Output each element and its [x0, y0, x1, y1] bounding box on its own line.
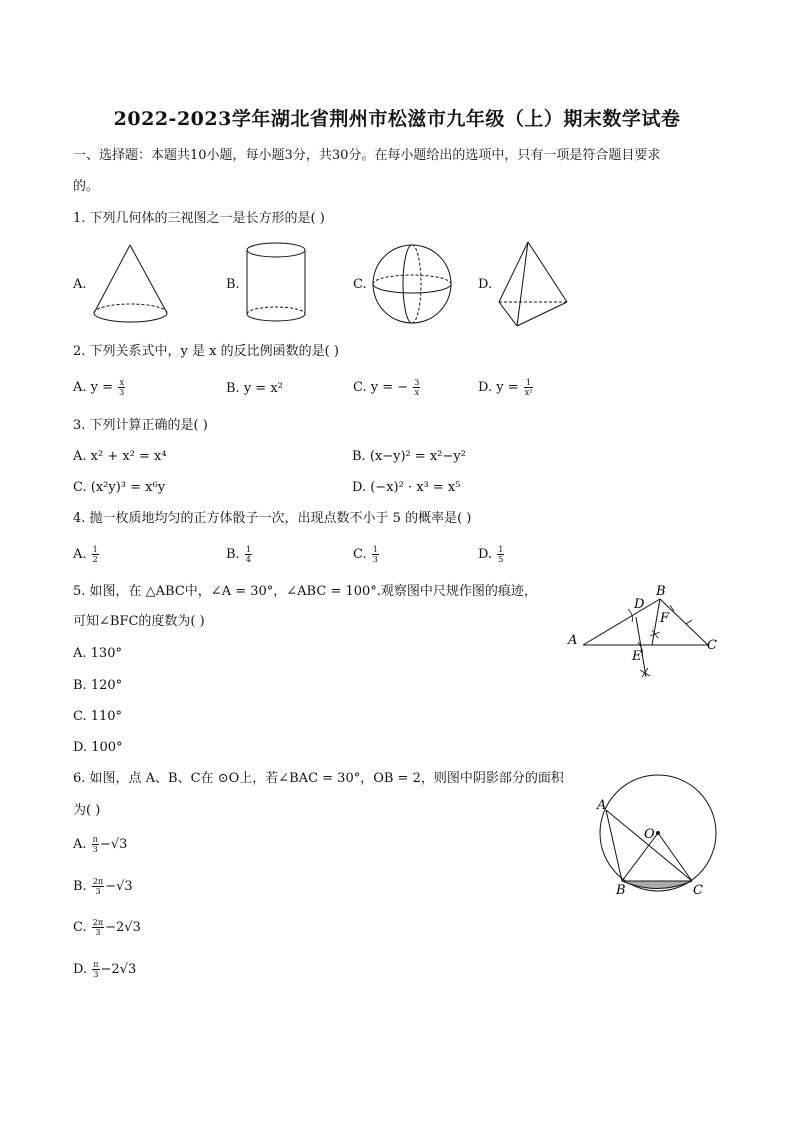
q4-option-a: A. $\frac{1}{2}$ — [73, 545, 98, 564]
cone-figure — [90, 243, 170, 325]
q3-option-b: B. (x−y)² = x²−y² — [352, 449, 466, 464]
section-heading-line1: 一、选择题：本题共10小题，每小题3分，共30分。在每小题给出的选项中，只有一项是符合题目要求 — [73, 148, 661, 163]
q1-option-b: B. — [226, 277, 240, 292]
label-c: C — [693, 883, 703, 898]
label-d: D — [634, 597, 645, 612]
q5-option-d: D. 100° — [73, 740, 123, 755]
q1-option-c: C. — [353, 277, 367, 292]
q6-stem-line1: 6. 如图，点 A、B、C在 ⊙O上，若∠BAC = 30°，OB = 2，则图中阴影部分的面积 — [73, 771, 564, 786]
pyramid-figure — [495, 240, 573, 330]
q2-option-a: A. y = $\frac{x}{3}$ — [73, 378, 125, 397]
q1-stem: 1. 下列几何体的三视图之一是长方形的是( ) — [73, 211, 325, 226]
label-e: E — [632, 649, 642, 664]
q5-stem-line2: 可知∠BFC的度数为( ) — [73, 614, 205, 629]
q6-option-b: B. $\frac{2\pi}{3}$ −√3 — [73, 877, 133, 896]
q4-stem: 4. 抛一枚质地均匀的正方体骰子一次，出现点数不小于 5 的概率是( ) — [73, 511, 472, 526]
q6-option-c: C. $\frac{2\pi}{3}$ −2√3 — [73, 918, 141, 937]
cylinder-figure — [245, 241, 309, 327]
q1-option-d: D. — [478, 277, 493, 292]
label-b: B — [616, 883, 626, 898]
q6-option-d: D. $\frac{\pi}{3}$ −2√3 — [73, 960, 137, 979]
q3-option-a: A. x² + x² = x⁴ — [73, 449, 167, 464]
label-a: A — [597, 798, 607, 813]
label-c: C — [707, 638, 717, 653]
circle-sector-figure — [592, 778, 728, 902]
triangle-construction-figure — [566, 582, 726, 684]
label-a: A — [568, 633, 578, 648]
q1-option-a: A. — [73, 277, 87, 292]
page-title: 2022-2023学年湖北省荆州市松滋市九年级（上）期末数学试卷 — [113, 108, 681, 130]
sphere-figure — [371, 243, 455, 327]
q4-option-c: C. $\frac{1}{3}$ — [353, 545, 378, 564]
label-o: O — [644, 827, 655, 842]
q5-stem-line1: 5. 如图，在 △ABC中，∠A = 30°，∠ABC = 100°.观察图中尺规作图的痕迹， — [73, 584, 537, 599]
q2-option-d: D. y = $\frac{1}{\text{x²}}$ — [478, 378, 533, 397]
section-heading-line2: 的。 — [73, 179, 100, 194]
q3-stem: 3. 下列计算正确的是( ) — [73, 418, 208, 433]
q5-option-c: C. 110° — [73, 709, 123, 724]
q2-stem: 2. 下列关系式中，y 是 x 的反比例函数的是( ) — [73, 344, 339, 359]
q2-option-c: C. y = − $\frac{3}{x}$ — [353, 378, 420, 397]
q5-option-b: B. 120° — [73, 678, 123, 693]
label-b: B — [656, 584, 666, 599]
q4-option-b: B. $\frac{1}{4}$ — [226, 545, 251, 564]
label-f: F — [660, 611, 670, 626]
q6-option-a: A. $\frac{\pi}{3}$ −√3 — [73, 835, 128, 854]
q2-option-b: B. y = x² — [226, 381, 283, 396]
q3-option-c: C. (x²y)³ = x⁶y — [73, 480, 166, 495]
q4-option-d: D. $\frac{1}{5}$ — [478, 545, 504, 564]
q5-option-a: A. 130° — [73, 646, 122, 661]
q6-stem-line2: 为( ) — [73, 803, 101, 818]
q3-option-d: D. (−x)² · x³ = x⁵ — [352, 480, 461, 495]
